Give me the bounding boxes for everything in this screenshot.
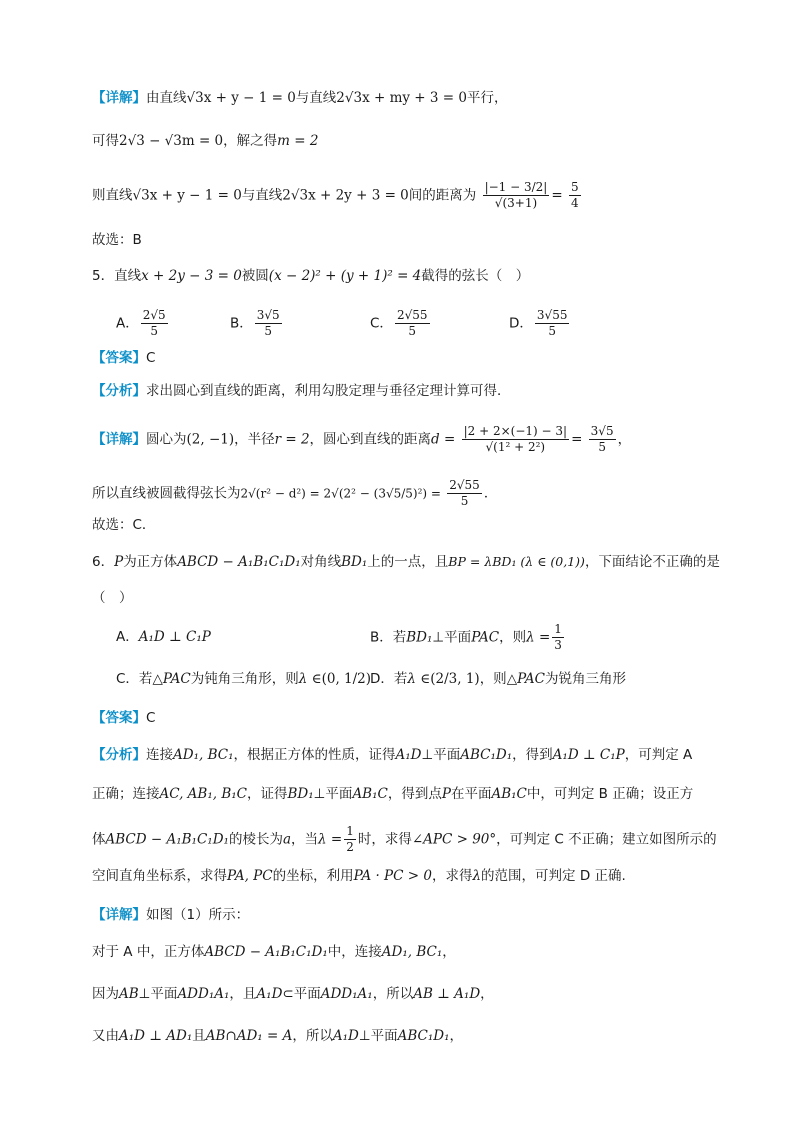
q6-detail-1: 【详解】如图（1）所示：	[92, 907, 250, 923]
q6-analysis-2: 正确；连接AC, AB₁, B₁C，证得BD₁⊥平面AB₁C，得到点P在平面AB₁C中，可判定 B 正确；设正方	[92, 786, 694, 802]
q6-detail-3: 因为AB⊥平面ADD₁A₁，且A₁D⊂平面ADD₁A₁，所以AB ⊥ A₁D，	[92, 986, 494, 1002]
q6-option-a[interactable]: A．A₁D ⊥ C₁P	[116, 629, 211, 645]
text: 可得	[92, 133, 119, 149]
analysis-tag: 【分析】	[92, 383, 146, 399]
equation: √3x + y − 1 = 0	[132, 187, 242, 204]
result-fraction: $\frac{5}{4}$	[570, 180, 579, 210]
answer-value: C	[146, 710, 156, 726]
equation: 2√3 − √3m = 0	[119, 133, 224, 149]
answer-tag: 【答案】	[92, 350, 146, 366]
text: 截得的弦长（ ）	[421, 268, 530, 284]
q6-stem: 6．P为正方体ABCD − A₁B₁C₁D₁对角线BD₁上的一点，且BP = λBD₁ (λ ∈ (0,1))，下面结论不正确的是	[92, 554, 720, 570]
detail-line-2	[92, 131, 318, 151]
q6-analysis-3: 体ABCD − A₁B₁C₁D₁的棱长为a，当λ = $\frac{1}{2}$ 时，求得∠APC > 90°，可判定 C 不正确；建立如图所示的	[92, 824, 717, 854]
detail-tag: 【详解】	[92, 431, 146, 448]
distance-fraction: $\frac{|2 + 2\times(-1) - 3|}{\text{√(1² + 2²)}}$	[463, 424, 568, 454]
text: 5．直线	[92, 268, 142, 284]
q6-option-d[interactable]: D．若λ ∈(2/3, 1)，则△PAC为锐角三角形	[370, 671, 626, 687]
q5-detail-1: 【详解】圆心为(2, −1)，半径r = 2，圆心到直线的距离d = $\frac{|2 + 2\times(-1) - 3|}{\text{√(1² + 2²)}}$ = $\frac{3√5}{5}$ ，	[92, 424, 632, 454]
option-b[interactable]: B． $\frac{3√5}{5}$	[230, 308, 280, 338]
text: 平行，	[466, 90, 508, 106]
choose-c: 故选：C．	[92, 517, 156, 533]
q6-analysis-4: 空间直角坐标系，求得PA, PC的坐标，利用PA · PC > 0，求得λ的范围，可判定 D 正确.	[92, 868, 626, 884]
text: ，解之得	[223, 133, 278, 149]
text: 被圆	[241, 268, 269, 284]
q6-stem-paren: （ ）	[92, 590, 133, 606]
q6-analysis-1: 【分析】连接AD₁, BC₁，根据正方体的性质，证得A₁D⊥平面ABC₁D₁，得到A₁D ⊥ C₁P，可判定 A	[92, 747, 693, 763]
choose-b: 故选：B	[92, 232, 142, 248]
q5-stem	[92, 266, 529, 286]
text: 与直线	[295, 90, 337, 106]
q5-analysis	[92, 381, 511, 401]
equation: x + 2y − 3 = 0	[141, 268, 242, 284]
equation: m = 2	[277, 133, 319, 149]
equation: 2√3x + 2y + 3 = 0	[282, 187, 409, 204]
q6-option-c[interactable]: C．若△PAC为钝角三角形，则λ ∈(0, 1/2)	[116, 671, 372, 687]
option-c[interactable]: C． $\frac{2√55}{5}$	[370, 308, 428, 338]
detail-tag: 【详解】	[92, 907, 146, 923]
answer-value: C	[146, 350, 156, 366]
analysis-text: 求出圆心到直线的距离，利用勾股定理与垂径定理计算可得．	[146, 383, 511, 399]
equation: √3x + y − 1 = 0	[186, 90, 296, 106]
equation: 2√3x + my + 3 = 0	[336, 90, 467, 106]
text: 间的距离为	[408, 187, 477, 204]
text: 与直线	[241, 187, 283, 204]
equation: (x − 2)² + (y + 1)² = 4	[268, 268, 422, 284]
detail-line-1	[92, 88, 507, 108]
q6-detail-2: 对于 A 中，正方体ABCD − A₁B₁C₁D₁中，连接AD₁, BC₁，	[92, 944, 456, 960]
equals: =	[551, 187, 563, 204]
q5-detail-2: 所以直线被圆截得弦长为2√(r² − d²) = 2√(2² − (3√5/5)²) = $\frac{2√55}{5}$ ．	[92, 478, 498, 508]
option-a[interactable]: A． $\frac{2√5}{5}$	[116, 308, 166, 338]
detail-tag: 【详解】	[92, 90, 146, 106]
analysis-tag: 【分析】	[92, 747, 146, 763]
q5-options	[116, 304, 716, 338]
q6-option-b[interactable]: B．若BD₁⊥平面PAC，则λ = $\frac{1}{3}$	[370, 622, 562, 652]
q6-detail-4: 又由A₁D ⊥ AD₁且AB∩AD₁ = A，所以A₁D⊥平面ABC₁D₁，	[92, 1028, 464, 1044]
option-d[interactable]: D． $\frac{3√55}{5}$	[509, 308, 568, 338]
text: 则直线	[92, 187, 133, 204]
distance-fraction: $\frac{|-1 - 3/2|}{√(3+1)}$	[484, 180, 548, 210]
detail-line-3	[92, 180, 583, 211]
answer-tag: 【答案】	[92, 710, 146, 726]
q5-answer	[92, 348, 155, 368]
q6-answer	[92, 708, 155, 728]
text: 由直线	[146, 90, 187, 106]
